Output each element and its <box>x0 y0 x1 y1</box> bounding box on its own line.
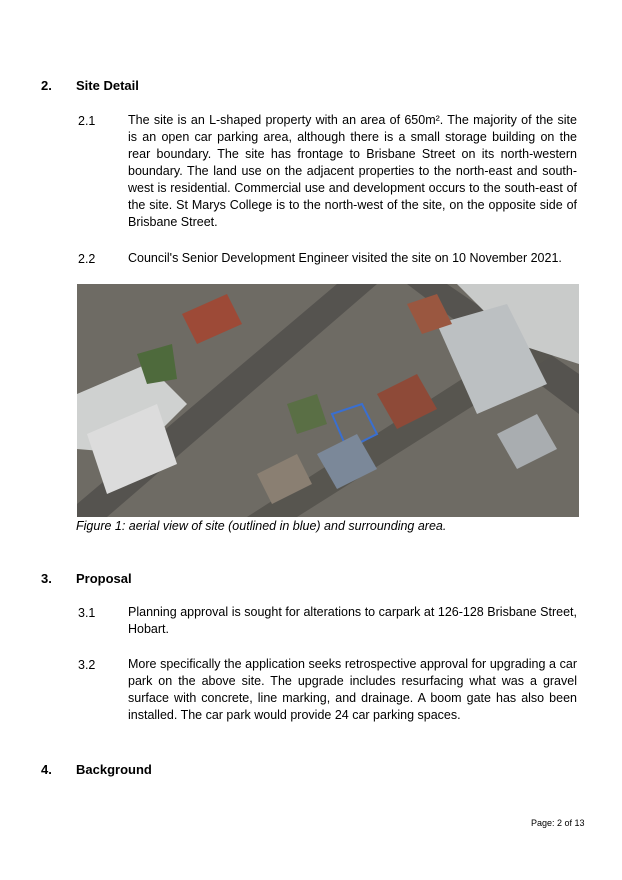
paragraph-2-2-number: 2.2 <box>78 252 96 266</box>
section-2-title: Site Detail <box>76 78 139 93</box>
paragraph-2-1-number: 2.1 <box>78 114 96 128</box>
paragraph-2-1-text: The site is an L-shaped property with an area of 650m². The majority of the site is an open car parking area, although there is a small storage building on the rear boundary. The site has frontage to Brisbane Street on its north-western boundary. The land use on the adjacent properties to the north-east and south-west is residential. Commercial use and development occurs to the south-east of the site. St Marys College is to the north-west of the site, on the opposite side of Brisbane Street. <box>128 113 577 229</box>
section-3-title: Proposal <box>76 571 132 586</box>
aerial-photo <box>77 284 579 517</box>
paragraph-3-2-text: More specifically the application seeks retrospective approval for upgrading a car park on the above site. The upgrade includes resurfacing what was a gravel surface with concrete, line marking, and drainage. A boom gate has also been installed. The car park would provide 24 car parking spaces. <box>128 657 577 722</box>
section-3-number: 3. <box>41 571 52 586</box>
figure-caption: Figure 1: aerial view of site (outlined in blue) and surrounding area. <box>76 519 447 533</box>
paragraph-2-2-text: Council's Senior Development Engineer visited the site on 10 November 2021. <box>128 251 562 265</box>
paragraph-3-1-text: Planning approval is sought for alterations to carpark at 126-128 Brisbane Street, Hobart. <box>128 605 577 636</box>
section-2-number: 2. <box>41 78 52 93</box>
paragraph-3-2-number: 3.2 <box>78 658 96 672</box>
section-4-number: 4. <box>41 762 52 777</box>
page-number: Page: 2 of 13 <box>531 818 585 828</box>
section-4-title: Background <box>76 762 152 777</box>
paragraph-3-1-number: 3.1 <box>78 606 96 620</box>
